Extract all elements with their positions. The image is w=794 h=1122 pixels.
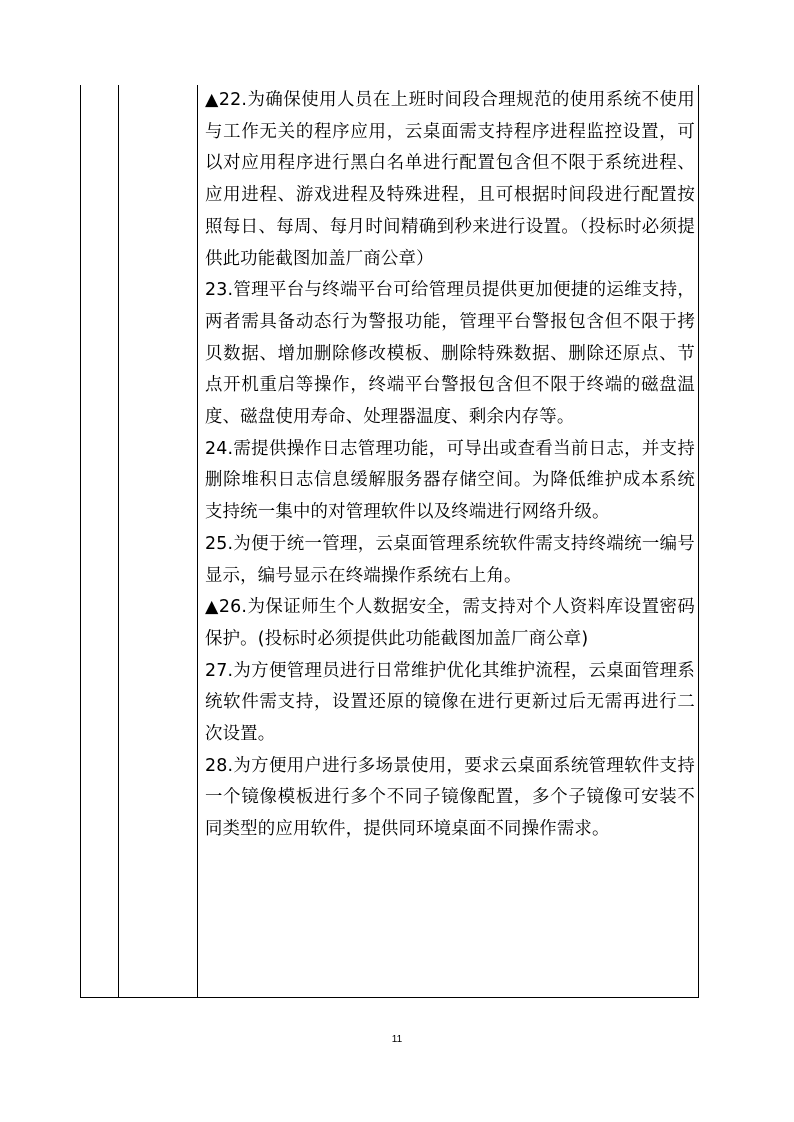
page-number: 11 [391, 1034, 403, 1045]
spec-item-28: 28.为方便用户进行多场景使用，要求云桌面系统管理软件支持一个镜像模板进行多个不同子镜像配置，多个子镜像可安装不同类型的应用软件，提供同环境桌面不同操作需求。 [205, 755, 695, 840]
spec-item-26: ▲26.为保证师生个人数据安全，需支持对个人资料库设置密码保护。(投标时必须提供此功能截图加盖厂商公章) [205, 597, 695, 649]
column-divider-1 [118, 85, 119, 997]
spec-item-27: 27.为方便管理员进行日常维护优化其维护流程，云桌面管理系统软件需支持，设置还原的镜像在进行更新过后无需再进行二次设置。 [205, 660, 695, 745]
spec-item-24: 24.需提供操作日志管理功能，可导出或查看当前日志，并支持删除堆积日志信息缓解服务器存储空间。为降低维护成本系统支持统一集中的对管理软件以及终端进行网络升级。 [205, 438, 695, 523]
spec-content-cell [205, 85, 695, 846]
spec-item-25: 25.为便于统一管理，云桌面管理系统软件需支持终端统一编号显示，编号显示在终端操作系统右上角。 [205, 533, 695, 586]
spec-item-23: 23.管理平台与终端平台可给管理员提供更加便捷的运维支持，两者需具备动态行为警报功能，管理平台警报包含但不限于拷贝数据、增加删除修改模板、删除特殊数据、删除还原点、节点开机重启等操作，终端平台警报包含但不限于终端的磁盘温度、磁盘使用寿命、处理器温度、剩余内存等。 [205, 280, 695, 428]
spec-item-22: ▲22.为确保使用人员在上班时间段合理规范的使用系统不使用与工作无关的程序应用，云桌面需支持程序进程监控设置，可以对应用程序进行黑白名单进行配置包含但不限于系统进程、应用进程、游戏进程及特殊进程，且可根据时间段进行配置按照每日、每周、每月时间精确到秒来进行设置。（投标时必须提供此功能截图加盖厂商公章） [205, 90, 695, 269]
column-divider-2 [197, 85, 198, 997]
